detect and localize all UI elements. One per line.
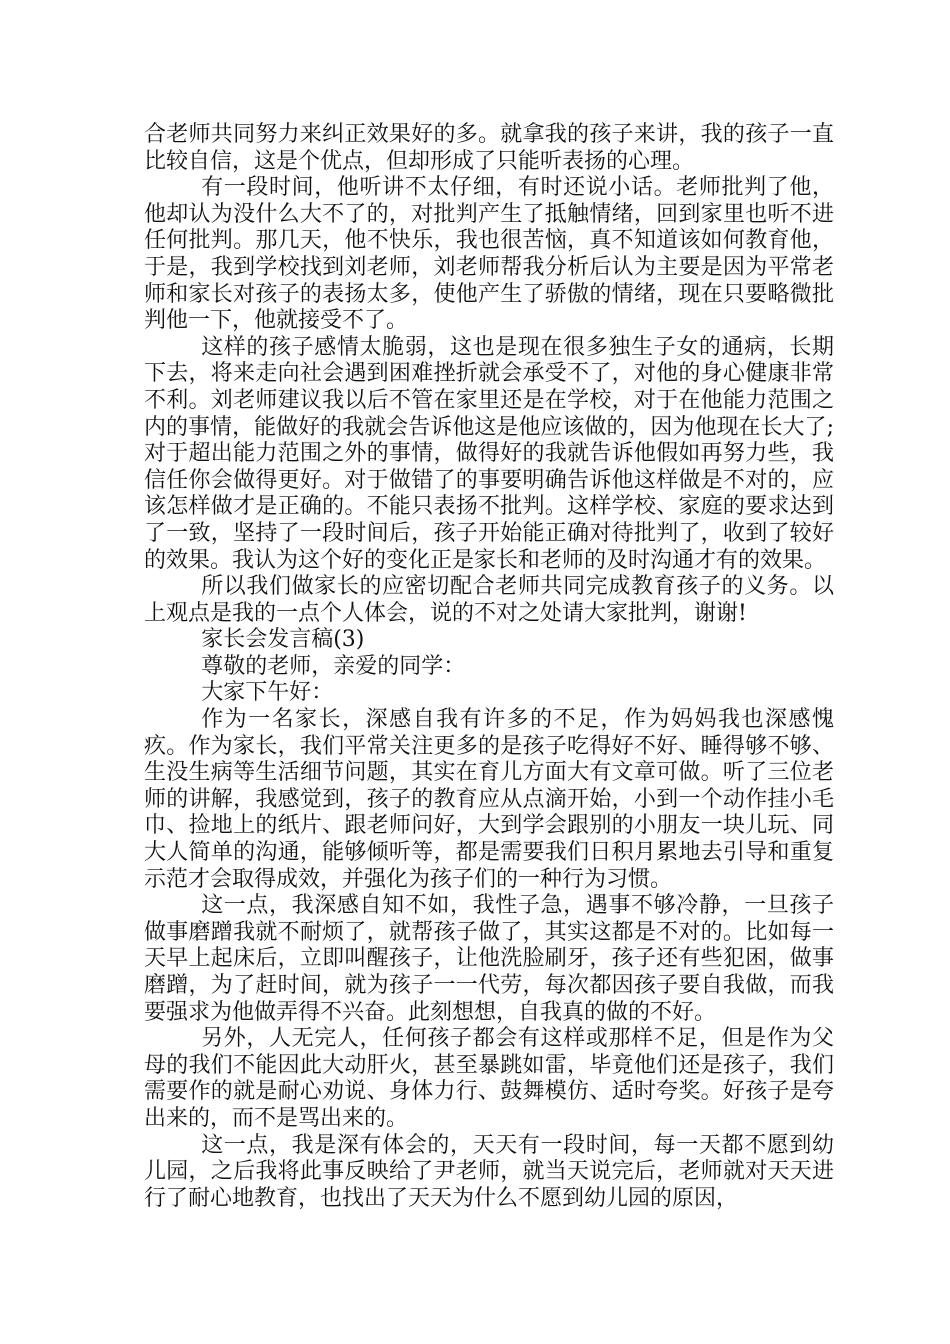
paragraph-2: 有一段时间，他听讲不太仔细，有时还说小话。老师批判了他，他却认为没什么大不了的，对批判产生了抵触情绪，回到家里也听不进任何批判。那几天，他不快乐，我也很苦恼，真不知道该如何教育他，于是，我到学校找到刘老师，刘老师帮我分析后认为主要是因为平常老师和家长对孩子的表扬太多，使他产生了骄傲的情绪，现在只要略微批判他一下，他就接受不了。 [144,175,834,334]
salutation: 尊敬的老师，亲爱的同学： [201,653,466,679]
paragraph-7: 另外，人无完人，任何孩子都会有这样或那样不足，但是作为父母的我们不能因此大动肝火，甚至暴跳如雷，毕竟他们还是孩子，我们需要作的就是耐心劝说、身体力行、鼓舞模仿、适时夸奖。好孩子是夸出来的，而不是骂出来的。 [144,1026,834,1131]
paragraph-1: 合老师共同努力来纠正效果好的多。就拿我的孩子来讲，我的孩子一直比较自信，这是个优点，但却形成了只能听表扬的心理。 [144,122,834,174]
greeting: 大家下午好： [201,680,334,706]
paragraph-6: 这一点，我深感自知不如，我性子急，遇事不够冷静，一旦孩子做事磨蹭我就不耐烦了，就帮孩子做了，其实这都是不对的。比如每一天早上起床后，立即叫醒孩子，让他洗脸刷牙，孩子还有些犯困，做事磨蹭，为了赶时间，就为孩子一一代劳，每次都因孩子要自我做，而我要强求为他做弄得不兴奋。此刻想想，自我真的做的不好。 [144,893,834,1025]
paragraph-4: 所以我们做家长的应密切配合老师共同完成教育孩子的义务。以上观点是我的一点个人体会，说的不对之处请大家批判，谢谢! [144,574,834,626]
section-heading: 家长会发言稿(3) [201,627,365,653]
paragraph-8: 这一点，我是深有体会的，天天有一段时间，每一天都不愿到幼儿园，之后我将此事反映给了尹老师，就当天说完后，老师就对天天进行了耐心地教育，也找出了天天为什么不愿到幼儿园的原因， [144,1132,834,1211]
paragraph-3: 这样的孩子感情太脆弱，这也是现在很多独生子女的通病，长期下去，将来走向社会遇到困难挫折就会承受不了，对他的身心健康非常不利。刘老师建议我以后不管在家里还是在学校，对于在他能力范围之内的事情，能做好的我就会告诉他这是他应该做的，因为他现在长大了;对于超出能力范围之外的事情，做得好的我就告诉他假如再努力些，我信任你会做得更好。对于做错了的事要明确告诉他这样做是不对的，应该怎样做才是正确的。不能只表扬不批判。这样学校、家庭的要求达到了一致，坚持了一段时间后，孩子开始能正确对待批判了，收到了较好的效果。我认为这个好的变化正是家长和老师的及时沟通才有的效果。 [144,334,834,573]
paragraph-5: 作为一名家长，深感自我有许多的不足，作为妈妈我也深感愧疚。作为家长，我们平常关注更多的是孩子吃得好不好、睡得够不够、生没生病等生活细节问题，其实在育儿方面大有文章可做。听了三位老师的讲解，我感觉到，孩子的教育应从点滴开始，小到一个动作挂小毛巾、捡地上的纸片、跟老师问好，大到学会跟别的小朋友一块儿玩、同大人简单的沟通，能够倾听等，都是需要我们日积月累地去引导和重复示范才会取得成效，并强化为孩子们的一种行为习惯。 [144,707,834,892]
document-page [144,122,834,1212]
